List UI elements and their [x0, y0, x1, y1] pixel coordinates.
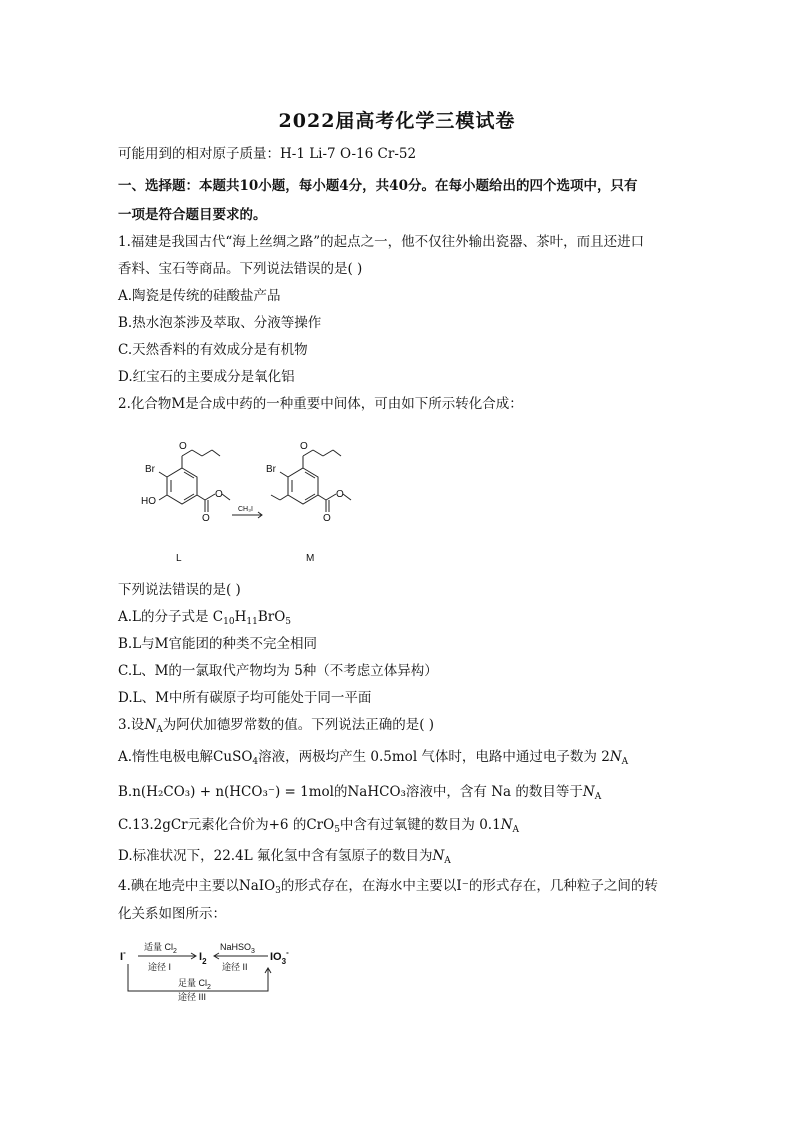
q2-reaction-scheme — [130, 436, 390, 572]
q1-stem-line2: 香料、宝石等商品。下列说法错误的是( ) — [118, 261, 363, 277]
path-3-label: 途径 III — [178, 992, 207, 1002]
l-o-label-2: O — [202, 513, 210, 524]
q2-stem: 2.化合物M是合成中药的一种重要中间体，可由如下所示转化合成： — [118, 396, 523, 412]
q3-option-b: B.n(H₂CO₃) + n(HCO₃⁻) = 1mol的NaHCO₃溶液中，含有 Na 的数目等于$N_A$ — [118, 784, 602, 802]
q2-option-d: D.L、M中所有碳原子均可能处于同一平面 — [118, 690, 372, 706]
m-o-label-3: O — [336, 489, 344, 500]
path-1-label: 途径 I — [148, 962, 172, 972]
q3-option-a: A.惰性电极电解CuSO$_4$溶液，两极均产生 0.5mol 气体时，电路中通过电子数为 $2N_A$ — [118, 749, 629, 767]
q3-stem: 3.设$N_A$为阿伏加德罗常数的值。下列说法正确的是( ) — [118, 717, 435, 735]
nahso3-label: NaHSO$_3$ — [220, 942, 255, 955]
q2-question: 下列说法错误的是( ) — [118, 582, 241, 598]
iodide-ion: I- — [120, 948, 126, 963]
m-o-label-2: O — [323, 513, 331, 524]
section-heading-line2: 一项是符合题目要求的。 — [118, 207, 267, 223]
page-title: 2022届高考化学三模试卷 — [278, 110, 516, 132]
q3-option-c: C.13.2gCr元素化合价为+6 的CrO$_5$中含有过氧键的数目为 $0.1N_A$ — [118, 817, 519, 835]
section-heading-line1: 一、选择题：本题共10小题，每小题4分，共40分。在每小题给出的四个选项中，只有 — [118, 178, 638, 194]
label-l: L — [176, 553, 182, 564]
q1-option-d: D.红宝石的主要成分是氧化铝 — [118, 369, 295, 385]
q1-stem-line1: 1.福建是我国古代“海上丝绸之路”的起点之一，他不仅往外输出瓷器、茶叶，而且还进口 — [118, 234, 645, 250]
l-br-label: Br — [145, 464, 155, 475]
path-2-label: 途径 II — [222, 962, 248, 972]
q2-option-a-text: A.L的分子式是 — [118, 609, 213, 625]
q1-option-c: C.天然香料的有效成分是有机物 — [118, 342, 308, 358]
label-m: M — [306, 553, 315, 564]
q1-option-a: A.陶瓷是传统的硅酸盐产品 — [118, 288, 281, 304]
q4-iodine-scheme — [118, 928, 308, 1002]
q2-option-a: A.L的分子式是 $C_{10}H_{11}BrO_5$ — [118, 609, 292, 627]
q4-stem-line2: 化关系如图所示： — [118, 906, 226, 922]
l-o-label-1: O — [179, 441, 187, 452]
cl2-label-top: 适量 $Cl_2$ — [144, 942, 177, 955]
l-o-label-3: O — [215, 489, 223, 500]
q2-option-b: B.L与M官能团的种类不完全相同 — [118, 636, 317, 652]
cl2-label-bottom: 足量 $Cl_2$ — [178, 978, 211, 991]
iodate-ion: $IO_3^-$ — [270, 948, 289, 966]
reagent-ch3i: CH₃I — [238, 506, 253, 513]
m-br-label: Br — [266, 464, 276, 475]
q3-option-d: D.标准状况下，22.4L 氟化氢中含有氢原子的数目为$N_A$ — [118, 848, 451, 866]
iodine-molecule: $I_2$ — [199, 951, 207, 966]
q4-stem-line1: 4.碘在地壳中主要以NaIO$_3$的形式存在，在海水中主要以I⁻的形式存在，几种粒子之间的转 — [118, 878, 658, 896]
q1-option-b: B.热水泡茶涉及萃取、分液等操作 — [118, 315, 322, 331]
m-o-label-1: O — [300, 441, 308, 452]
l-ho-label: HO — [141, 496, 156, 507]
q2-option-c: C.L、M的一氯取代产物均为 5种（不考虑立体异构） — [118, 663, 438, 679]
atomic-mass-line: 可能用到的相对原子质量：H-1 Li-7 O-16 Cr-52 — [118, 146, 417, 162]
